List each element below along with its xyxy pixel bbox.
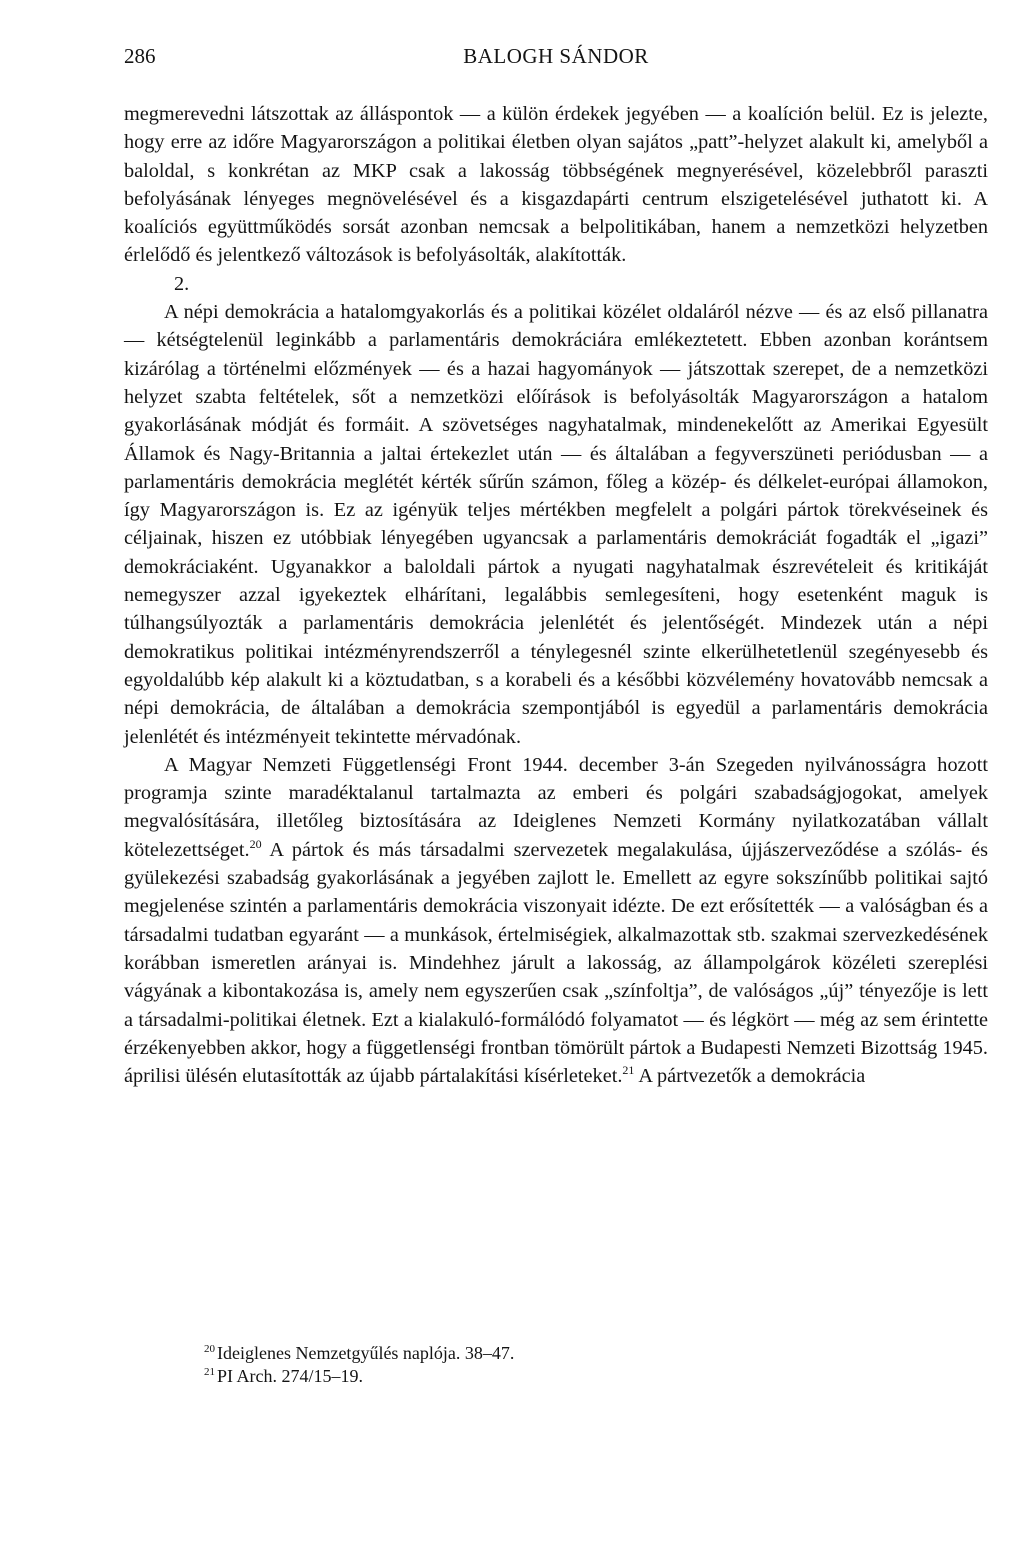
footnote-21 <box>204 1365 514 1388</box>
paragraph-3 <box>124 751 988 1091</box>
footnote-ref-21[interactable]: 21 <box>622 1063 635 1078</box>
footnotes <box>204 1342 514 1388</box>
paragraph-3-part-c: A pártvezetők a demokrácia <box>634 1065 866 1088</box>
paragraph-1: megmerevedni látszottak az álláspontok — a külön érdekek jegyében — a koalíción belül. Ez is jelezte, hogy erre az időre Magyarországon a politikai életben olyan sajátos „patt”-helyzet alakult ki, amelyből a baloldal, s konkrétan az MKP csak a lakosság többségének megnyerésével, közelebbről paraszti befolyásának lényeges megnövelésével és a kisgazdapárti centrum elszigetelésével juthatott ki. A koalíciós együttműködés sorsát azonban nemcsak a belpolitikában, hanem a nemzetközi helyzetben érlelődő és jelentkező változások is befolyásolták, alakították. <box>124 103 988 267</box>
running-title: BALOGH SÁNDOR <box>463 44 649 68</box>
running-head <box>124 44 988 74</box>
footnote-ref-20[interactable]: 20 <box>249 836 262 851</box>
footnote-text: PI Arch. 274/15–19. <box>217 1366 363 1386</box>
footnote-mark: 21 <box>204 1366 215 1378</box>
footnote-text: Ideiglenes Nemzetgyűlés naplója. 38–47. <box>217 1343 515 1363</box>
footnote-20 <box>204 1342 514 1365</box>
section-number: 2. <box>174 272 190 295</box>
page-number: 286 <box>124 44 156 68</box>
paragraph-3-part-b: A pártok és más társadalmi szervezetek megalakulása, újjászerveződése a szólás- és gyülekezési szabadság gyakorlásának a jegyében zajlott le. Emellett az egyre sokszínűbb politikai sajtó megjelenése szintén a parlamentáris demokrácia viszonyait idézte. De ezt erősítették — a valóságban és a társadalmi tudatban egyaránt — a munkások, értelmiségiek, alkalmazottak stb. szakmai szervezkedésének korábban ismeretlen arányai is. Mindehhez járult a lakosság, az állampolgárok közéleti szereplési vágyának a kibontakozása is, amely nem egyszerűen csak „színfoltja”, de valóságos „új” tényezője is lett a társadalmi-politikai életnek. Ezt a kialakuló-formálódó folyamatot — és légkört — még az sem érintette érzékenyebben akkor, hogy a függetlenségi frontban tömörült pártok a Budapesti Nemzeti Bizottság 1945. áprilisi ülésén elutasították az újabb pártalakítási kísérleteket. <box>124 838 988 1088</box>
paragraph-2: A népi demokrácia a hatalomgyakorlás és a politikai közélet oldaláról nézve — és az első pillanatra — kétségtelenül leginkább a parlamentáris demokráciára emlékeztetett. Ebben azonban korántsem kizárólag a történelmi előzmények — és a hazai hagyományok — játszottak szerepet, de a nemzetközi helyzet szabta feltételek, sőt a nemzetközi előírások is befolyásolták Magyarországon a hatalom gyakorlásának módját és formáit. A szövetséges nagyhatalmak, mindenekelőtt az Amerikai Egyesült Államok és Nagy-Britannia a jaltai értekezlet után — és általában a fegyverszüneti periódusban — a parlamentáris demokrácia meglétét kérték sűrűn számon, főleg a közép- és délkelet-európai államokon, így Magyarországon is. Ez az igényük teljes mértékben megfelelt a polgári pártok törekvéseinek és céljainak, hiszen ez utóbbiak lényegében ugyancsak a parlamentáris demokráciát fogadták el „igazi” demokráciaként. Ugyanakkor a baloldali pártok a nyugati nagyhatalmak észrevételeit és kritikáját nemegyszer azzal igyekeztek elhárítani, legalábbis semlegesíteni, hogy esetenként maguk is túlhangsúlyozták a parlamentáris demokrácia jelenlétét és jelentőségét. Mindezek után a népi demokratikus politikai intézményrendszerről a ténylegesnél szinte elkerülhetetlenül szegényesebb és egyoldalúbb kép alakult ki a köztudatban, s a korabeli és a későbbi közvélemény hovatovább nemcsak a népi demokrácia, de általában a demokrácia szempontjából is egyedül a parlamentáris demokrácia jelenlétét és intézményeit tekintette mérvadónak. <box>124 301 988 748</box>
paragraph-3-part-a: A Magyar Nemzeti Függetlenségi Front 1944. december 3-án Szegeden nyilvánosságra hozott programja szinte maradéktalanul tartalmazta az emberi és polgári szabadságjogokat, amelyek megvalósítására, illetőleg biztosítására az Ideiglenes Nemzeti Kormány nyilatkozatában vállalt kötelezettséget. <box>124 753 988 861</box>
body-text <box>124 100 988 1090</box>
footnote-mark: 20 <box>204 1343 215 1355</box>
